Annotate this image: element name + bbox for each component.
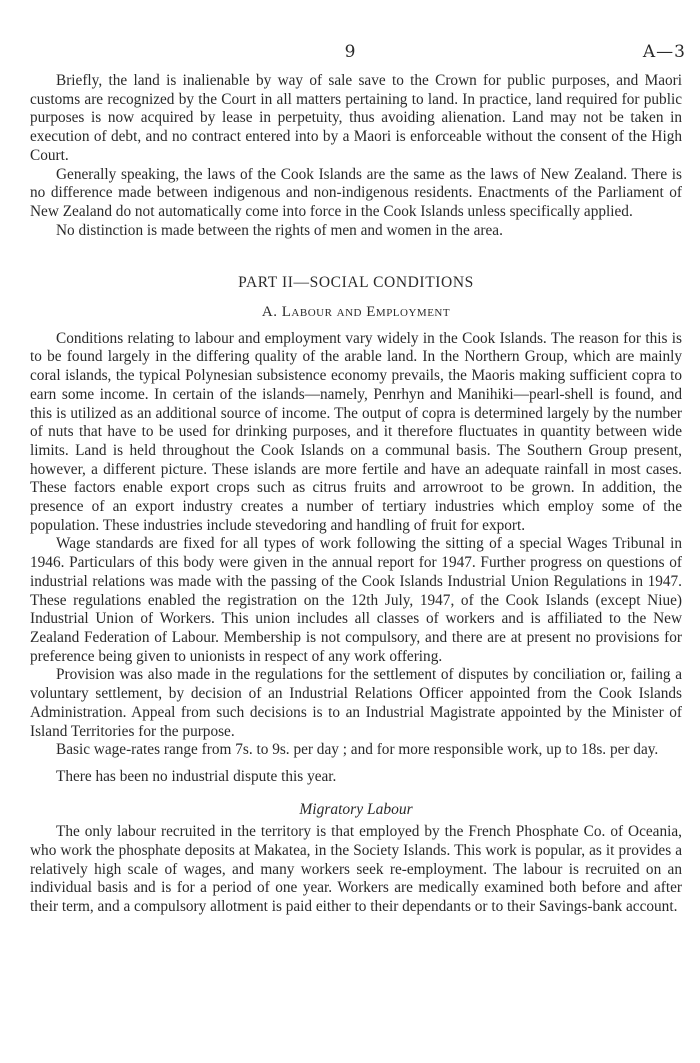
page-number: 9: [344, 42, 356, 62]
section-letter: A.: [261, 304, 278, 321]
migratory-paragraph-1: The only labour recruited in the territory is that employed by the French Phosphate Co. of Oceania, who work the phosphate deposits at Makatea, in the Society Islands. This work is popular, as it provides a relatively high scale of wages, and many workers seek re-employment. The labour is recruited on an individual basis and is for a period of one year. Workers are medically examined both before and after their term, and a compulsory allotment is paid either to their dependants or to their Savings-bank account.: [30, 823, 682, 916]
section-title: Labour and Employment: [281, 304, 451, 321]
intro-paragraph-2: Generally speaking, the laws of the Cook Islands are the same as the laws of New Zealand. There is no difference made between indigenous and non-indigenous residents. Enactments of the Parliament of New Zealand do not automatically come into force in the Cook Islands unless specifically applied.: [30, 165, 682, 220]
labour-paragraph-4: Basic wage-rates range from 7s. to 9s. per day ; and for more responsible work, up to 18s. per day.: [56, 741, 659, 759]
labour-paragraph-3: Provision was also made in the regulations for the settlement of disputes by conciliation or, failing a voluntary settlement, by decision of an Industrial Relations Officer appointed from the Cook Islands Administration. Appeal from such decisions is to an Industrial Magistrate appointed by the Minister of Island Territories for the purpose.: [30, 666, 682, 740]
migratory-labour-heading: Migratory Labour: [299, 800, 413, 818]
labour-paragraph-1: Conditions relating to labour and employment vary widely in the Cook Islands. The reason for this is to be found largely in the differing quality of the arable land. In the Northern Group, which are mainly coral islands, the typical Polynesian subsistence economy prevails, the Maoris making sufficient copra to earn some income. In certain of the islands—namely, Penrhyn and Manihiki—pearl-shell is found, and this is utilized as an additional source of income. The output of copra is determined largely by the number of nuts that have to be used for drinking purposes, and it therefore fluctuates in quantity between wide limits. Land is held throughout the Cook Islands on a communal basis. The Southern Group present, however, a different picture. These islands are more fertile and have an adequate rainfall in most cases. These factors enable export crops such as citrus fruits and arrowroot to be grown. In addition, the presence of an export industry creates a number of tertiary industries which employ some of the population. These industries include stevedoring and handling of fruit for export.: [30, 329, 682, 534]
document-reference: A—3: [642, 42, 686, 62]
intro-paragraph-3: No distinction is made between the rights of men and women in the area.: [56, 221, 503, 239]
page-body: [30, 72, 682, 917]
labour-paragraph-5: There has been no industrial dispute this year.: [56, 767, 337, 785]
labour-paragraph-2: Wage standards are fixed for all types of work following the sitting of a special Wages Tribunal in 1946. Particulars of this body were given in the annual report for 1947. Further progress on questions of industrial relations was made with the passing of the Cook Islands Industrial Union Regulations in 1947. These regulations enabled the registration on the 12th July, 1947, of the Cook Islands (except Niue) Industrial Union of Workers. This union includes all classes of workers and is affiliated to the New Zealand Federation of Labour. Membership is not compulsory, and there are at present no provisions for preference being given to unionists in respect of any work offering.: [30, 535, 682, 665]
section-heading: [30, 303, 682, 322]
intro-paragraph-1: Briefly, the land is inalienable by way of sale save to the Crown for public purposes, and Maori customs are recognized by the Court in all matters pertaining to land. In practice, land required for public purposes is now acquired by lease in perpetuity, thus avoiding alienation. Land may not be taken in execution of debt, and no contract entered into by a Maori is enforceable without the consent of the High Court.: [30, 72, 682, 164]
part-title: PART II—SOCIAL CONDITIONS: [238, 274, 474, 292]
